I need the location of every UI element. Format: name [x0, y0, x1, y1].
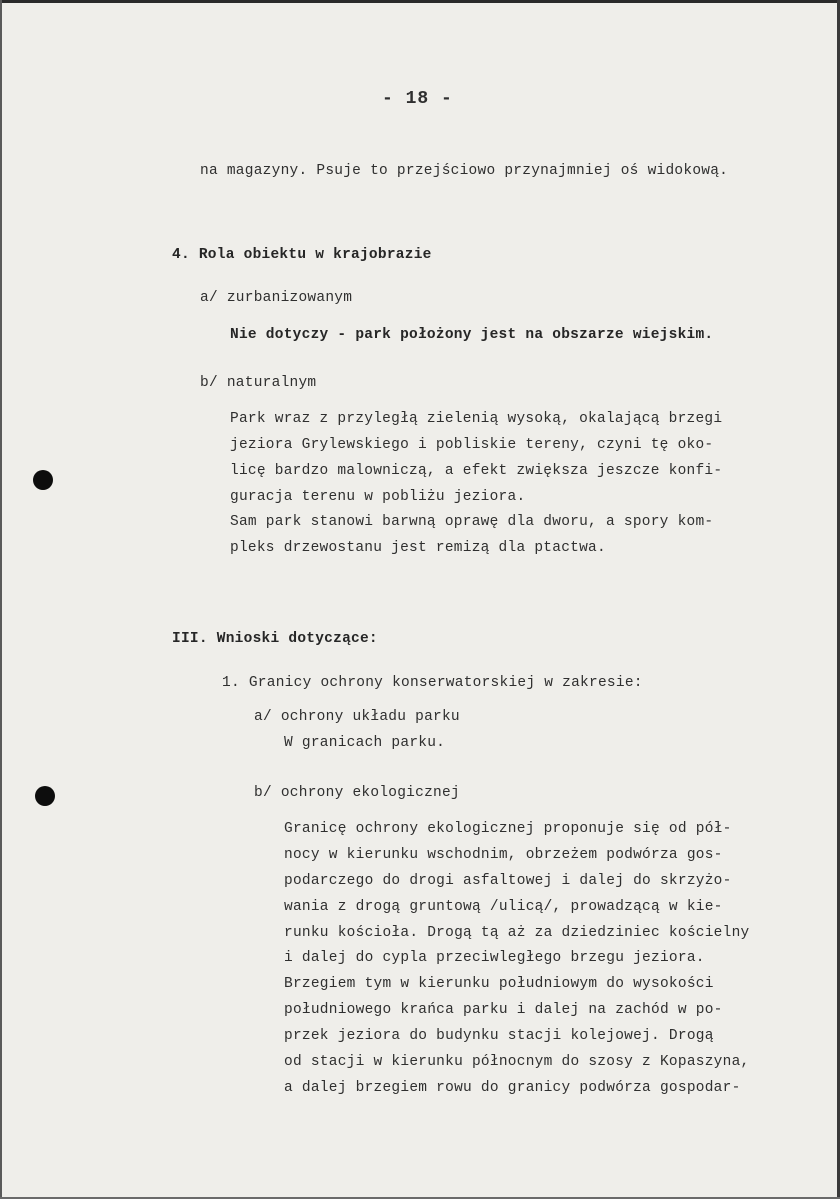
- punch-hole: [33, 470, 53, 490]
- subsection-a-text: Nie dotyczy - park położony jest na obszarze wiejskim.: [230, 327, 714, 343]
- section-4-heading: 4. Rola obiektu w krajobrazie: [172, 247, 432, 263]
- paragraph-line: podarczego do drogi asfaltowej i dalej do skrzyżo-: [284, 873, 732, 889]
- paragraph-line: Brzegiem tym w kierunku południowym do wysokości: [284, 976, 714, 992]
- item-1b-label: b/ ochrony ekologicznej: [254, 785, 460, 801]
- item-1-label: 1. Granicy ochrony konserwatorskiej w zakresie:: [222, 675, 643, 691]
- page-number: - 18 -: [382, 89, 453, 109]
- paragraph-line: runku kościoła. Drogą tą aż za dziedziniec kościelny: [284, 925, 750, 941]
- paragraph-line: Park wraz z przyległą zielenią wysoką, okalającą brzegi: [230, 411, 723, 427]
- subsection-b-label: b/ naturalnym: [200, 375, 317, 391]
- paragraph-line: nocy w kierunku wschodnim, obrzeżem podwórza gos-: [284, 847, 723, 863]
- paragraph-line: Granicę ochrony ekologicznej proponuje się od pół-: [284, 821, 732, 837]
- scan-edge-top: [0, 0, 840, 3]
- item-1a-text: W granicach parku.: [284, 735, 446, 751]
- paragraph-line: licę bardzo malowniczą, a efekt zwiększa jeszcze konfi-: [230, 463, 723, 479]
- subsection-a-label: a/ zurbanizowanym: [200, 290, 353, 306]
- paragraph-line: od stacji w kierunku północnym do szosy z Kopaszyna,: [284, 1054, 750, 1070]
- paragraph-line: Sam park stanowi barwną oprawę dla dworu, a spory kom-: [230, 514, 714, 530]
- paragraph-line: jeziora Grylewskiego i pobliskie tereny, czyni tę oko-: [230, 437, 714, 453]
- paragraph-line: południowego krańca parku i dalej na zachód w po-: [284, 1002, 723, 1018]
- paragraph-line: i dalej do cypla przeciwległego brzegu jeziora.: [284, 950, 705, 966]
- punch-hole: [35, 786, 55, 806]
- paragraph-line: pleks drzewostanu jest remizą dla ptactwa.: [230, 540, 606, 556]
- item-1a-label: a/ ochrony układu parku: [254, 709, 460, 725]
- section-iii-heading: III. Wnioski dotyczące:: [172, 631, 378, 647]
- intro-line: na magazyny. Psuje to przejściowo przynajmniej oś widokową.: [200, 163, 729, 179]
- paragraph-line: guracja terenu w pobliżu jeziora.: [230, 489, 526, 505]
- paragraph-line: przek jeziora do budynku stacji kolejowej. Drogą: [284, 1028, 714, 1044]
- paragraph-line: wania z drogą gruntową /ulicą/, prowadzącą w kie-: [284, 899, 723, 915]
- paragraph-line: a dalej brzegiem rowu do granicy podwórza gospodar-: [284, 1080, 741, 1096]
- scan-edge-left: [0, 0, 2, 1199]
